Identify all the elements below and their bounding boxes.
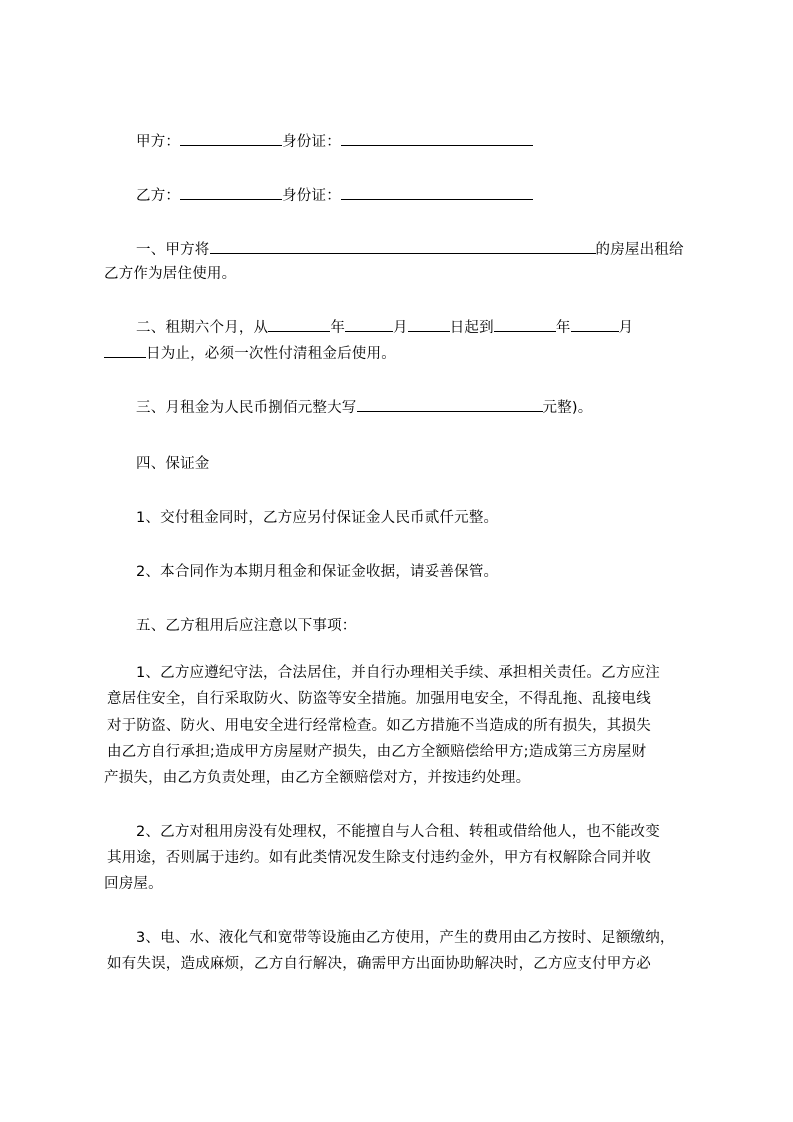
party-b-id-blank[interactable] (341, 186, 533, 200)
clause3-suffix: 元整)。 (542, 400, 593, 416)
start-year-blank[interactable] (268, 318, 330, 332)
start-month-blank[interactable] (345, 318, 393, 332)
clause2-line1 (136, 318, 633, 338)
end-day-blank[interactable] (104, 344, 146, 358)
clause4-title: 四、保证金 (136, 456, 210, 472)
clause5-item2-line3: 回房屋。 (104, 876, 163, 892)
property-address-blank[interactable] (210, 240, 596, 254)
clause2-month2: 月 (618, 320, 634, 336)
clause4-item1: 1、交付租金同时，乙方应另付保证金人民币贰仟元整。 (136, 510, 499, 526)
start-day-blank[interactable] (408, 318, 450, 332)
clause5-item2-line1: 2、乙方对租用房没有处理权，不能擅自与人合租、转租或借给他人，也不能改变 (136, 824, 660, 840)
clause5-item3-line2: 如有失误，造成麻烦，乙方自行解决，确需甲方出面协助解决时，乙方应支付甲方必 (107, 956, 651, 972)
clause1-line1 (136, 240, 684, 260)
clause5-item1-line2: 意居住安全，自行采取防火、防盗等安全措施。加强用电安全，不得乱拖、乱接电线 (107, 691, 651, 707)
clause5-item2-line2: 其用途，否则属于违约。如有此类情况发生除支付违约金外，甲方有权解除合同并收 (107, 850, 651, 866)
clause5-item1-line5: 产损失，由乙方负责处理，由乙方全额赔偿对方，并按违约处理。 (104, 770, 531, 786)
end-month-blank[interactable] (571, 318, 619, 332)
clause2-year2: 年 (555, 320, 571, 336)
clause5-item1-line1: 1、乙方应遵纪守法，合法居住，并自行办理相关手续、承担相关责任。乙方应注 (136, 665, 660, 681)
party-b-id-label: 身份证： (282, 188, 341, 204)
clause4-item2: 2、本合同作为本期月租金和保证金收据，请妥善保管。 (136, 564, 499, 580)
party-a-id-blank[interactable] (341, 132, 533, 146)
clause1-suffix: 的房屋出租给 (595, 242, 684, 258)
clause2-end-text: 日为止，必须一次性付清租金后使用。 (146, 346, 396, 362)
clause2-year1: 年 (330, 320, 346, 336)
clause3-line (136, 398, 592, 418)
clause1-prefix: 一、甲方将 (136, 242, 210, 258)
clause2-month1: 月 (393, 320, 408, 336)
clause2-day1: 日起到 (449, 320, 494, 336)
party-b-line (136, 186, 533, 206)
clause1-line2: 乙方作为居住使用。 (104, 266, 237, 282)
party-a-label: 甲方： (136, 134, 181, 150)
party-b-name-blank[interactable] (180, 186, 282, 200)
party-b-label: 乙方： (136, 188, 181, 204)
clause5-title: 五、乙方租用后应注意以下事项： (136, 618, 357, 634)
clause5-item3-line1: 3、电、水、液化气和宽带等设施由乙方使用，产生的费用由乙方按时、足额缴纳， (136, 930, 675, 946)
clause2-line2 (104, 344, 396, 364)
party-a-line (136, 132, 533, 152)
end-year-blank[interactable] (494, 318, 556, 332)
clause5-item1-line3: 对于防盗、防火、用电安全进行经常检查。如乙方措施不当造成的所有损失，其损失 (107, 718, 651, 734)
rent-amount-blank[interactable] (357, 398, 543, 412)
clause3-prefix: 三、月租金为人民币捌佰元整大写 (136, 400, 357, 416)
party-a-id-label: 身份证： (282, 134, 341, 150)
clause5-item1-line4: 由乙方自行承担;造成甲方房屋财产损失，由乙方全额赔偿给甲方;造成第三方房屋财 (107, 744, 647, 760)
party-a-name-blank[interactable] (180, 132, 282, 146)
clause2-prefix: 二、租期六个月，从 (136, 320, 269, 336)
